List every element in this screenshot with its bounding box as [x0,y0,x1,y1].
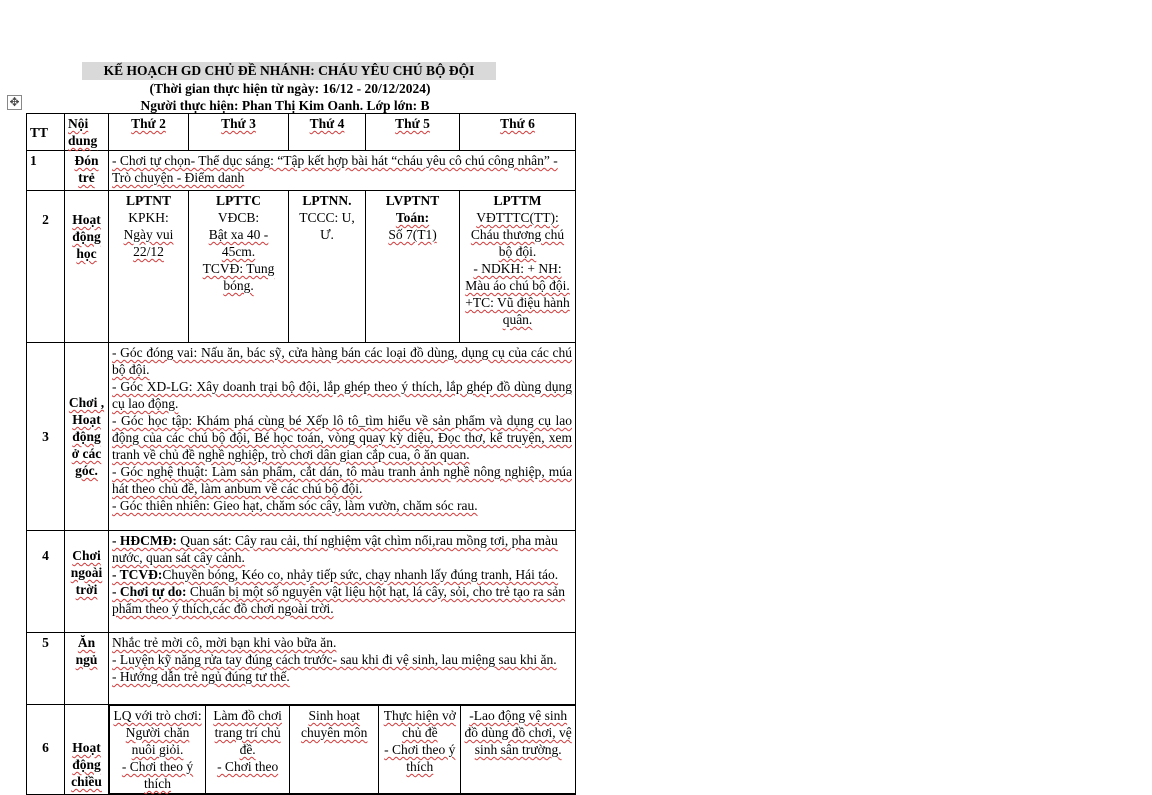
activity-line: LQ với trò chơi: Người chăn nuôi giỏi. [113,708,202,757]
lesson-area: LPTTC [215,193,261,208]
item-lead: - TCVĐ: [112,567,163,582]
thursday-afternoon [379,706,461,794]
lesson-line: KPKH: [128,210,169,225]
document-title: KẾ HOẠCH GD CHỦ ĐỀ NHÁNH: CHÁU YÊU CHÚ BỘ ĐỘI [82,62,496,80]
wednesday-afternoon [290,706,379,794]
header-tt: TT [27,114,65,151]
thursday-lesson [366,191,460,343]
lesson-line: Toán: [395,210,430,225]
lesson-line: Số 7(T1) [388,227,437,242]
activity-line: - Chơi theo [217,759,279,774]
table-row [27,633,576,705]
item-lead: - HĐCMĐ: [112,533,177,548]
lesson-line: Bật xa 40 - 45cm. [208,227,269,259]
row-description [109,343,576,531]
list-item: - Hướng dẫn trẻ ngủ đúng tư thế. [112,669,290,684]
lesson-line: TCCC: U, Ư. [299,210,355,242]
afternoon-grid [109,705,575,794]
row-activity-name: Hoạt động chiều [65,705,109,795]
header-thursday: Thứ 5 [366,114,460,151]
lesson-line: VĐCB: [217,210,260,225]
item-text: Chuyền bóng, Kéo co, nhảy tiếp sức, chạy nhanh lấy đúng tranh, Hái táo. [162,567,559,582]
row-number: 4 [27,531,65,633]
row-description: - Chơi tự chọn- Thể dục sáng: “Tập kết hợp bài hát “cháu yêu cô chú công nhân” - Trò chuyện - Điểm danh [109,151,576,191]
row-description [109,531,576,633]
item-text: Quan sát: Cây rau cải, thí nghiệm vật chìm nổi,rau mồng tơi, pha màu nước, quan sát cây cảnh. [112,533,558,565]
list-item [112,532,572,566]
list-item: - Luyện kỹ năng rửa tay đúng cách trước- sau khi đi vệ sinh, lau miệng sau khi ăn. [112,652,557,667]
row-number: 2 [27,191,65,343]
row-number: 3 [27,343,65,531]
lesson-line: - NDKH: + NH: Màu áo chú bộ đội. [465,261,570,293]
list-item: - Góc thiên nhiên: Gieo hạt, chăm sóc cây, làm vườn, chăm sóc rau. [112,498,478,513]
table-move-handle-icon[interactable]: ✥ [7,95,22,110]
list-item: - Góc nghệ thuật: Làm sản phẩm, cắt dán, tô màu tranh ảnh nghề nông nghiệp, múa hát theo chủ đề, làm anbum về các chú bộ đội. [112,464,572,496]
activity-line: Thực hiện vở chủ đề [383,708,456,740]
row-activity-name: Hoạt động học [65,191,109,343]
lesson-line: TCVĐ: Tung bóng. [202,261,275,293]
lesson-line: Ngày vui 22/12 [123,227,174,259]
row-description [109,633,576,705]
table-row [27,531,576,633]
author-line: Người thực hiện: Phan Thị Kim Oanh. Lớp lớn: B [140,98,430,113]
list-item: - Góc đóng vai: Nấu ăn, bác sỹ, cửa hàng bán các loại đồ dùng, dụng cụ của các chú bộ đội. [112,345,572,377]
list-item: Nhắc trẻ mời cô, mời bạn khi vào bữa ăn. [112,635,337,650]
tuesday-lesson [189,191,289,343]
afternoon-activities [109,705,576,795]
row-activity-name: Chơi ngoài trời [65,531,109,633]
activity-line: - Chơi theo ý thích [384,742,456,774]
activity-line: Làm đồ chơi trang trí chủ đề. [213,708,282,757]
activity-line: -Lao động vệ sinh đồ dùng đồ chơi, vệ sinh sân trường. [464,708,572,757]
monday-afternoon [110,706,206,794]
list-item: - Góc XD-LG: Xây doanh trại bộ đội, lắp ghép theo ý thích, lắp ghép đồ dùng dụng cụ lao động. [112,379,572,411]
lesson-area: LPTTM [493,193,542,208]
lesson-line: +TC: Vũ điệu hành quân. [465,295,570,327]
list-item: - Góc học tập: Khám phá cùng bé Xếp lô tô_tìm hiểu về sản phẩm và dụng cụ lao động của các chú bộ đội, Bé học toán, vòng quay kỳ diệu, Đọc thơ, kể truyện, xem tranh về chủ đề nghề nghiệp, trò chơi dân gian cắp cua, ô ăn quan. [112,413,572,462]
row-number: 1 [27,151,65,191]
row-activity-name: Ăn ngủ [65,633,109,705]
table-row [27,191,576,343]
header-wednesday: Thứ 4 [289,114,366,151]
activity-line: Sinh hoạt chuyên môn [301,708,368,740]
friday-afternoon [461,706,575,794]
header-monday: Thứ 2 [109,114,189,151]
row-number: 5 [27,633,65,705]
friday-lesson [460,191,576,343]
lesson-area: LPTNN. [302,193,352,208]
period-line: (Thời gian thực hiện từ ngày: 16/12 - 20/12/2024) [149,81,431,96]
table-row [27,151,576,191]
header-tuesday: Thứ 3 [189,114,289,151]
row-number: 6 [27,705,65,795]
lesson-line: VĐTTTC(TT): Cháu thương chú bộ đội. [470,210,565,259]
list-item [112,583,572,617]
header-content: Nội dung [65,114,109,151]
header-friday: Thứ 6 [460,114,576,151]
activity-line: - Chơi theo ý thích [121,759,194,791]
item-text: Chuẩn bị một số nguyên vật liệu hột hạt, lá cây, sỏi, cho trẻ tạo ra sản phẩm theo ý thích,các đồ chơi ngoài trời. [112,584,566,616]
list-item [112,566,572,583]
weekly-plan-table [26,113,576,795]
monday-lesson [109,191,189,343]
table-header-row [27,114,576,151]
row-activity-name: Chơi , Hoạt động ở các góc. [65,343,109,531]
tuesday-afternoon [206,706,290,794]
item-lead: - Chơi tự do: [112,584,187,599]
wednesday-lesson [289,191,366,343]
row-activity-name: Đón trẻ [65,151,109,191]
table-row [27,705,576,795]
lesson-area: LVPTNT [385,193,440,208]
table-row [27,343,576,531]
lesson-area: LPTNT [125,193,171,208]
